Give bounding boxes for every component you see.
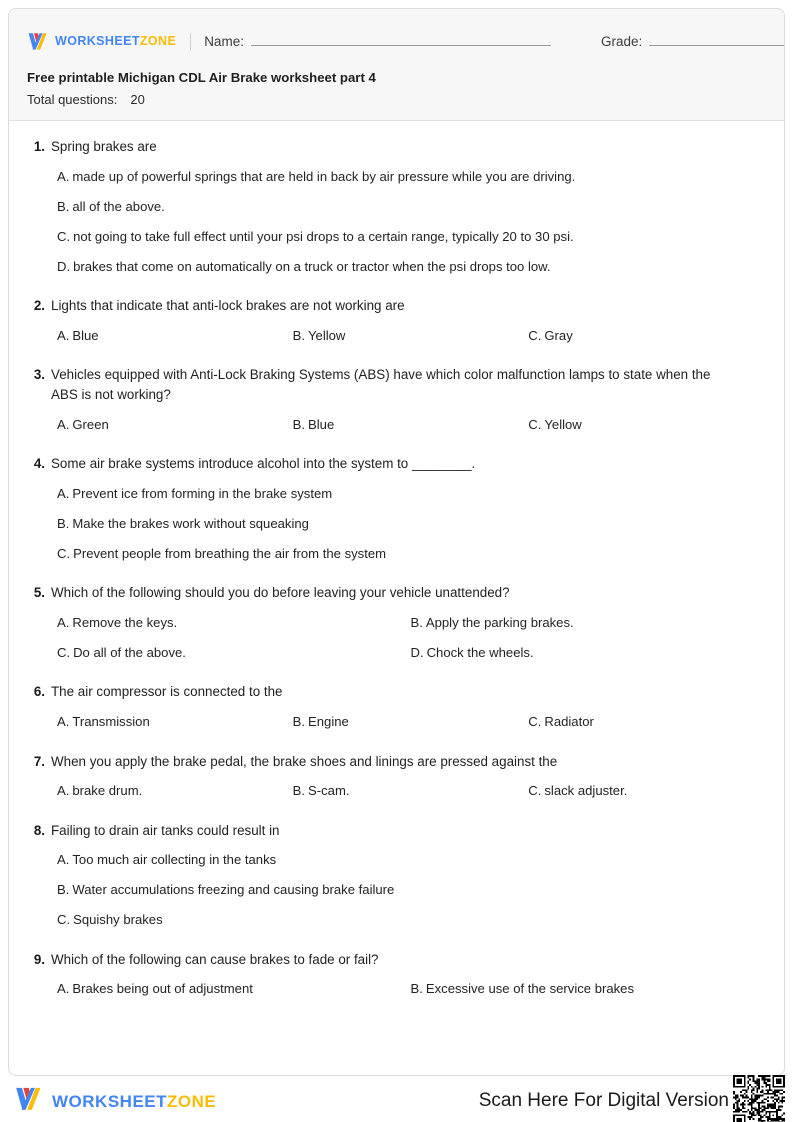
- worksheet-card: [8, 8, 785, 1076]
- option-text: Squishy brakes: [73, 912, 163, 928]
- question-text: Some air brake systems introduce alcohol into the system to ________.: [51, 456, 476, 472]
- question-item: [29, 583, 764, 668]
- option-letter: C.: [57, 645, 71, 660]
- option-letter: A.: [57, 981, 70, 997]
- option-letter: B.: [292, 416, 306, 432]
- option-letter: C.: [528, 783, 542, 799]
- option-item[interactable]: [57, 252, 764, 282]
- option-letter: A.: [57, 714, 70, 730]
- option-item[interactable]: [293, 708, 529, 738]
- option-text: all of the above.: [72, 198, 165, 214]
- option-text: Water accumulations freezing and causing brake failure: [72, 882, 395, 898]
- option-item[interactable]: [411, 609, 765, 639]
- option-item[interactable]: [528, 410, 764, 440]
- question-item: [29, 821, 764, 936]
- footer-brand-wordmark: [52, 1093, 216, 1110]
- option-letter: D.: [410, 645, 424, 660]
- option-letter: C.: [57, 545, 71, 561]
- option-list: [29, 321, 764, 351]
- option-text: brake drum.: [72, 783, 143, 799]
- question-header: [29, 821, 764, 841]
- option-text: not going to take full effect until your psi drops to a certain range, typically 20 to 30 psi.: [73, 228, 574, 244]
- qr-code-icon[interactable]: [733, 1075, 785, 1122]
- option-text: Prevent people from breathing the air from the system: [73, 545, 387, 561]
- worksheet-zone-logo-icon: [27, 32, 50, 51]
- option-text: Do all of the above.: [73, 645, 186, 660]
- option-text: Brakes being out of adjustment: [72, 981, 253, 997]
- brand-wordmark: [55, 35, 176, 48]
- option-item[interactable]: [293, 410, 529, 440]
- question-text: When you apply the brake pedal, the brake shoes and linings are pressed against the: [51, 753, 558, 769]
- name-field[interactable]: [204, 33, 551, 49]
- option-item[interactable]: [57, 410, 293, 440]
- option-text: made up of powerful springs that are held in back by air pressure while you are driving.: [72, 168, 576, 184]
- footer-wordmark-zone: ZONE: [167, 1091, 217, 1111]
- option-item[interactable]: [293, 321, 529, 351]
- option-text: Yellow: [544, 416, 582, 432]
- option-item[interactable]: [57, 906, 764, 936]
- option-text: Chock the wheels.: [426, 645, 534, 660]
- option-item[interactable]: [411, 639, 765, 669]
- option-list: [29, 162, 764, 282]
- option-item[interactable]: [57, 777, 293, 807]
- option-item[interactable]: [57, 479, 764, 509]
- page-title: Free printable Michigan CDL Air Brake worksheet part 4: [27, 70, 376, 85]
- option-text: Radiator: [544, 714, 594, 730]
- question-item: [29, 137, 764, 282]
- question-item: [29, 365, 764, 440]
- option-item[interactable]: [57, 975, 411, 1005]
- option-text: Too much air collecting in the tanks: [72, 852, 277, 868]
- question-item: [29, 752, 764, 807]
- option-text: brakes that come on automatically on a truck or tractor when the psi drops too low.: [73, 258, 551, 274]
- total-questions: [27, 92, 766, 109]
- option-item[interactable]: [57, 639, 411, 669]
- header-title-block: [9, 57, 784, 109]
- option-text: Transmission: [72, 714, 150, 730]
- question-header: [29, 752, 764, 772]
- question-item: [29, 950, 764, 1005]
- option-text: slack adjuster.: [544, 783, 628, 799]
- worksheet-zone-logo-icon: [14, 1086, 45, 1117]
- question-number: 8.: [33, 822, 45, 838]
- option-letter: A.: [57, 416, 70, 432]
- question-text: Lights that indicate that anti-lock brakes are not working are: [51, 298, 405, 314]
- footer-wordmark-worksheet: WORKSHEET: [52, 1091, 167, 1111]
- option-letter: B.: [410, 615, 423, 631]
- option-item[interactable]: [57, 539, 764, 569]
- option-letter: C.: [528, 327, 542, 343]
- option-letter: D.: [57, 258, 71, 274]
- option-list: [29, 609, 764, 669]
- option-letter: B.: [57, 882, 70, 898]
- option-item[interactable]: [411, 975, 765, 1005]
- footer-brand-logo: [14, 1086, 216, 1117]
- question-header: [29, 365, 764, 405]
- question-header: [29, 454, 764, 474]
- brand-logo: [27, 32, 176, 51]
- option-item[interactable]: [528, 321, 764, 351]
- total-questions-label: Total questions:: [27, 91, 118, 107]
- option-text: Gray: [544, 327, 573, 343]
- option-item[interactable]: [57, 876, 764, 906]
- brand-wordmark-zone: ZONE: [139, 33, 177, 48]
- option-text: S-cam.: [308, 783, 350, 799]
- option-letter: C.: [528, 714, 542, 730]
- header-divider: [190, 33, 191, 50]
- question-list: [9, 121, 784, 1027]
- question-number: 3.: [33, 367, 45, 383]
- option-letter: B.: [57, 515, 70, 531]
- question-number: 7.: [33, 753, 45, 769]
- option-item[interactable]: [57, 609, 411, 639]
- name-input-line[interactable]: [251, 33, 551, 46]
- scan-here-label: Scan Here For Digital Version: [478, 1090, 729, 1111]
- option-letter: C.: [57, 912, 71, 928]
- option-letter: C.: [57, 228, 71, 244]
- option-list: [29, 777, 764, 807]
- option-list: [29, 846, 764, 936]
- option-letter: B.: [292, 783, 306, 799]
- option-text: Blue: [72, 327, 99, 343]
- question-number: 2.: [33, 298, 45, 314]
- option-letter: A.: [57, 168, 70, 184]
- option-letter: A.: [57, 485, 70, 501]
- option-letter: B.: [57, 198, 70, 214]
- worksheet-header: [9, 9, 784, 121]
- option-text: Green: [72, 416, 109, 432]
- question-text: Which of the following should you do before leaving your vehicle unattended?: [51, 585, 510, 601]
- option-item[interactable]: [293, 777, 529, 807]
- option-item[interactable]: [57, 192, 764, 222]
- option-letter: A.: [57, 783, 70, 799]
- question-item: [29, 296, 764, 351]
- option-item[interactable]: [57, 162, 764, 192]
- option-item[interactable]: [57, 509, 764, 539]
- question-text: The air compressor is connected to the: [51, 684, 283, 700]
- option-text: Engine: [308, 714, 349, 730]
- question-item: [29, 682, 764, 737]
- digital-version-block: [479, 1075, 785, 1122]
- option-list: [29, 410, 764, 440]
- question-number: 1.: [33, 139, 45, 154]
- question-header: [29, 950, 764, 970]
- option-list: [29, 479, 764, 569]
- option-item[interactable]: [57, 846, 764, 876]
- option-item[interactable]: [57, 222, 764, 252]
- question-header: [29, 583, 764, 603]
- option-list: [29, 975, 764, 1005]
- option-letter: A.: [57, 852, 70, 868]
- option-letter: B.: [410, 981, 423, 997]
- question-text: Spring brakes are: [51, 139, 157, 154]
- option-text: Yellow: [308, 327, 346, 343]
- option-letter: A.: [57, 615, 70, 631]
- question-number: 5.: [33, 585, 45, 601]
- option-item[interactable]: [528, 708, 764, 738]
- option-text: Blue: [308, 416, 335, 432]
- option-text: Apply the parking brakes.: [425, 615, 574, 631]
- question-text: Vehicles equipped with Anti-Lock Braking Systems (ABS) have which color malfunction lamps to state when the ABS is not working?: [51, 367, 711, 403]
- question-text: Which of the following can cause brakes to fade or fail?: [51, 951, 379, 967]
- option-list: [29, 708, 764, 738]
- question-header: [29, 137, 764, 157]
- option-item[interactable]: [528, 777, 764, 807]
- question-number: 4.: [33, 456, 45, 472]
- option-item[interactable]: [57, 708, 293, 738]
- option-letter: B.: [292, 327, 306, 343]
- grade-field[interactable]: [601, 33, 785, 49]
- option-item[interactable]: [57, 321, 293, 351]
- option-letter: A.: [57, 327, 70, 343]
- brand-wordmark-worksheet: WORKSHEET: [55, 33, 140, 48]
- question-item: [29, 454, 764, 569]
- option-text: Make the brakes work without squeaking: [72, 515, 309, 531]
- question-text: Failing to drain air tanks could result in: [51, 822, 280, 838]
- total-questions-count: 20: [130, 91, 145, 107]
- option-text: Remove the keys.: [72, 615, 178, 631]
- option-letter: B.: [292, 714, 306, 730]
- question-number: 9.: [33, 951, 45, 967]
- option-text: Excessive use of the service brakes: [425, 981, 635, 997]
- grade-label: Grade:: [600, 34, 643, 49]
- header-top-row: [9, 9, 784, 57]
- question-header: [29, 296, 764, 316]
- grade-input-line[interactable]: [649, 33, 785, 46]
- worksheet-footer: [8, 1080, 785, 1122]
- option-letter: C.: [528, 416, 542, 432]
- question-number: 6.: [33, 684, 45, 700]
- option-text: Prevent ice from forming in the brake system: [72, 485, 333, 501]
- question-header: [29, 682, 764, 702]
- name-label: Name:: [204, 34, 244, 49]
